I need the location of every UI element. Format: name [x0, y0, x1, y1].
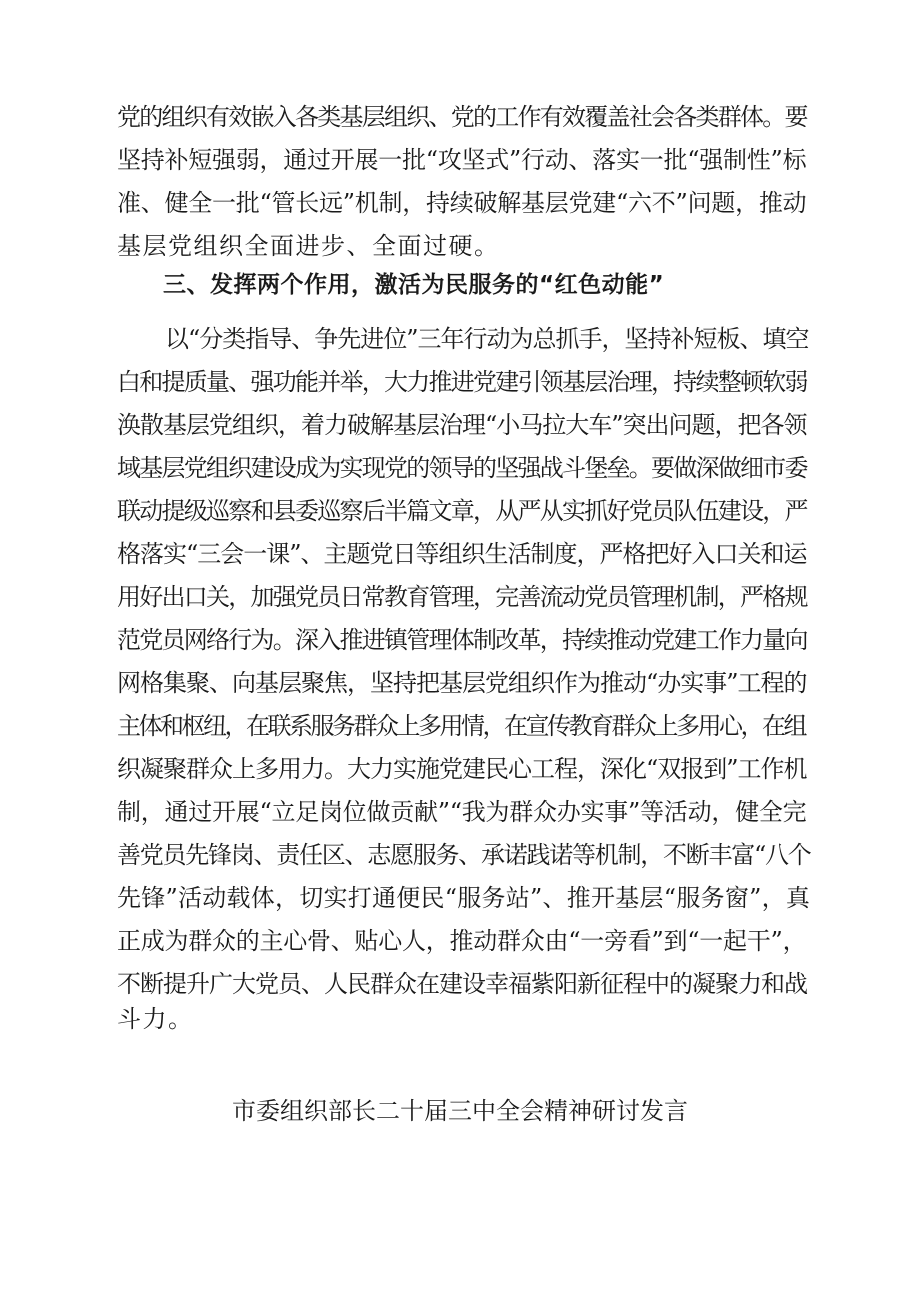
- paragraph-2-line-9: 网格集聚、向基层聚焦，坚持把基层党组织作为推动“办实事”工程的: [117, 669, 807, 697]
- paragraph-2-line-7: 用好出口关，加强党员日常教育管理，完善流动党员管理机制，严格规: [117, 583, 807, 611]
- paragraph-2-line-16: 不断提升广大党员、人民群众在建设幸福紫阳新征程中的凝聚力和战: [117, 970, 807, 998]
- paragraph-2-line-5: 联动提级巡察和县委巡察后半篇文章，从严从实抓好党员队伍建设，严: [117, 497, 807, 525]
- paragraph-1-line-4: 基层党组织全面进步、全面过硬。: [117, 232, 500, 260]
- paragraph-2-line-15: 正成为群众的主心骨、贴心人，推动群众由“一旁看”到“一起干”，: [117, 927, 807, 955]
- paragraph-2-line-2: 白和提质量、强功能并举，大力推进党建引领基层治理，持续整顿软弱: [117, 368, 807, 396]
- paragraph-2-line-8: 范党员网络行为。深入推进镇管理体制改革，持续推动党建工作力量向: [117, 626, 807, 654]
- paragraph-2-line-13: 善党员先锋岗、责任区、志愿服务、承诺践诺等机制，不断丰富“八个: [117, 841, 811, 869]
- paragraph-1-line-2: 坚持补短强弱，通过开展一批“攻坚式”行动、落实一批“强制性”标: [117, 146, 807, 174]
- section-heading: 三、发挥两个作用，激活为民服务的“红色动能”: [163, 272, 665, 298]
- paragraph-1-line-3: 准、健全一批“管长远”机制，持续破解基层党建“六不”问题，推动: [117, 189, 807, 217]
- paragraph-2-line-17: 斗力。: [117, 1005, 194, 1033]
- paragraph-2-line-12: 制，通过开展“立足岗位做贡献”“我为群众办实事”等活动，健全完: [117, 798, 807, 826]
- paragraph-2-line-14: 先锋”活动载体，切实打通便民“服务站”、推开基层“服务窗”，真: [117, 884, 811, 912]
- document-title: 市委组织部长二十届三中全会精神研讨发言: [232, 1097, 688, 1125]
- paragraph-2-line-10: 主体和枢纽，在联系服务群众上多用情，在宣传教育群众上多用心，在组: [117, 712, 805, 740]
- paragraph-1-line-1: 党的组织有效嵌入各类基层组织、党的工作有效覆盖社会各类群体。要: [117, 103, 807, 131]
- paragraph-2-line-11: 织凝聚群众上多用力。大力实施党建民心工程，深化“双报到”工作机: [117, 755, 807, 783]
- paragraph-2-line-4: 域基层党组织建设成为实现党的领导的坚强战斗堡垒。要做深做细市委: [117, 454, 807, 482]
- paragraph-2-line-3: 涣散基层党组织，着力破解基层治理“小马拉大车”突出问题，把各领: [117, 411, 807, 439]
- paragraph-2-line-1: 以“分类指导、争先进位”三年行动为总抓手，坚持补短板、填空: [165, 325, 809, 353]
- paragraph-2-line-6: 格落实“三会一课”、主题党日等组织生活制度，严格把好入口关和运: [117, 540, 807, 568]
